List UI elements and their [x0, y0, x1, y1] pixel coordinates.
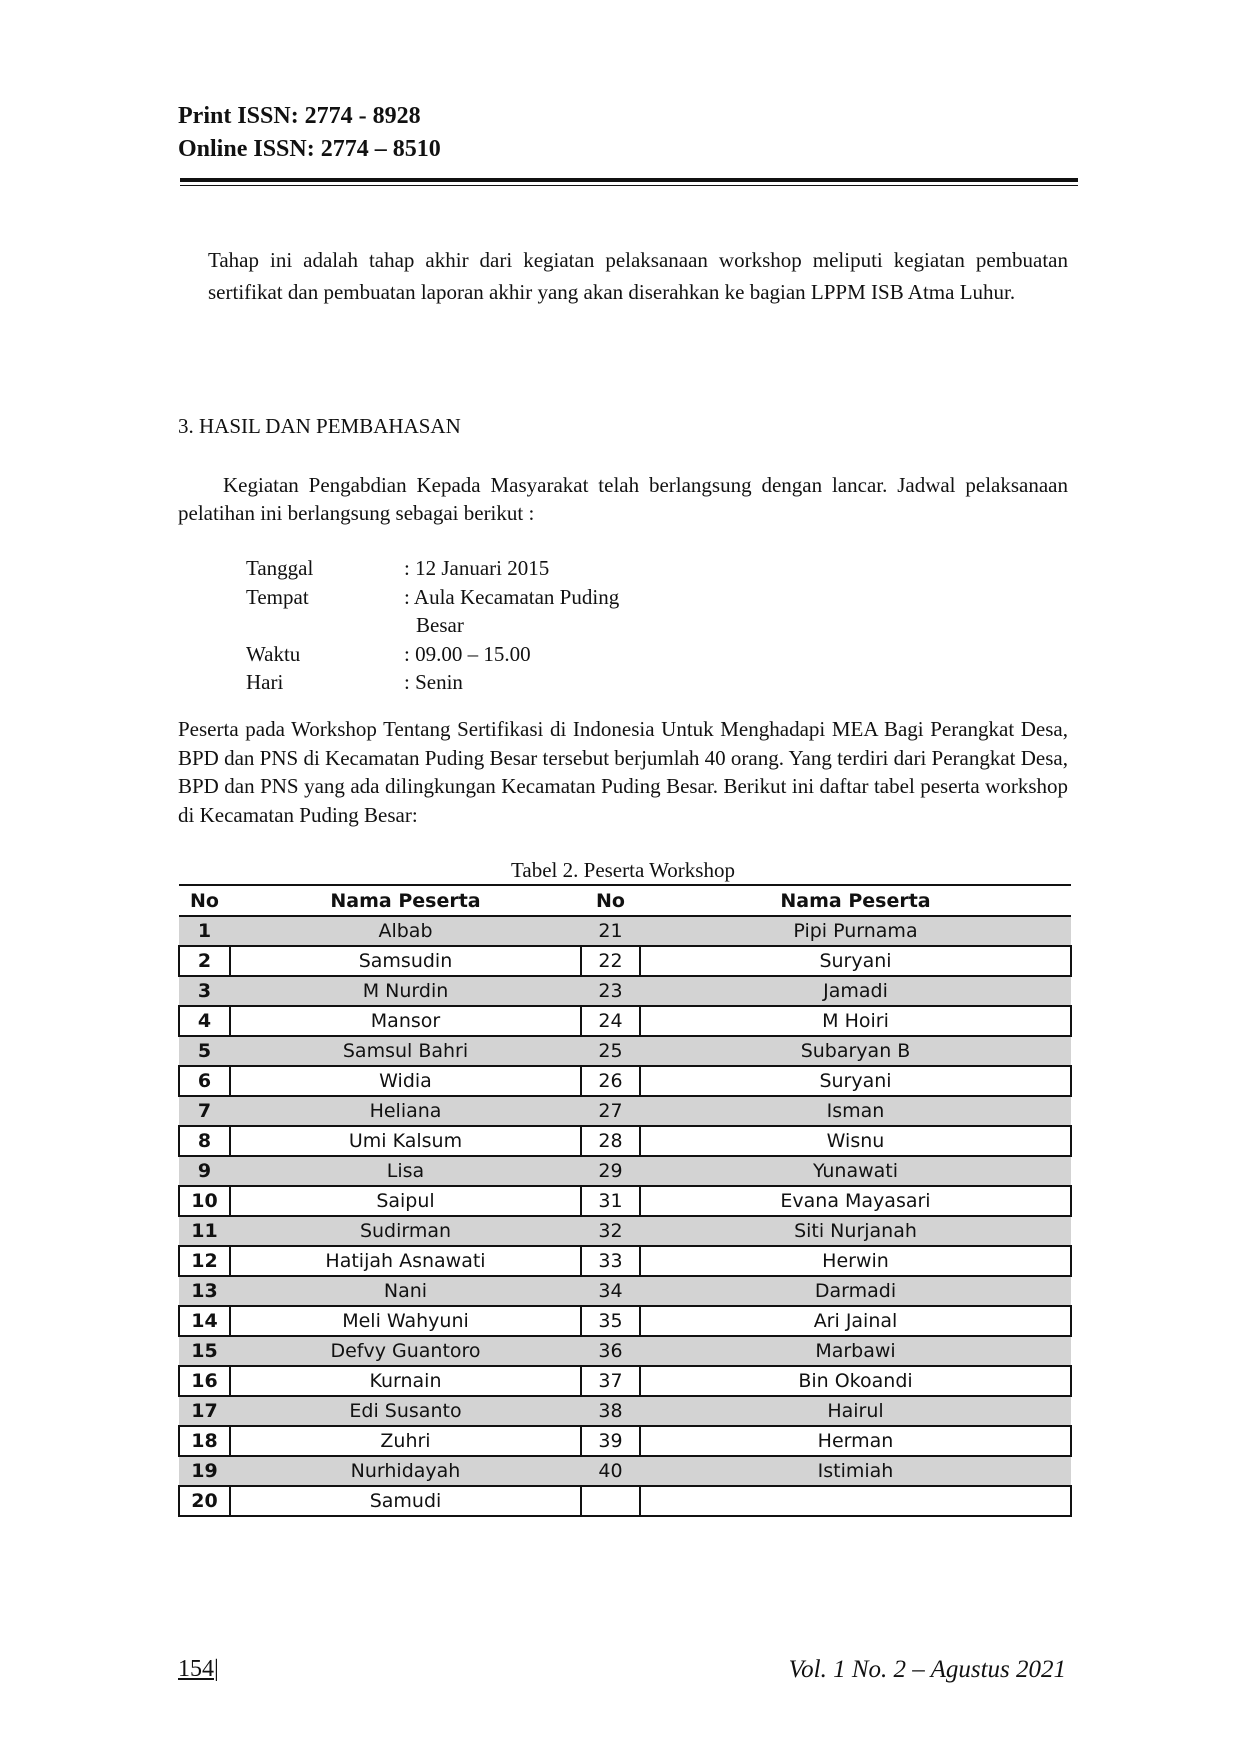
table-cell: 37	[581, 1366, 640, 1396]
table-row	[179, 1306, 1071, 1336]
table-cell: Pipi Purnama	[640, 916, 1071, 946]
table-row	[179, 1216, 1071, 1246]
column-header: Nama Peserta	[640, 885, 1071, 916]
table-cell: M Hoiri	[640, 1006, 1071, 1036]
table-cell: 27	[581, 1096, 640, 1126]
table-cell	[581, 1486, 640, 1516]
table-cell: 29	[581, 1156, 640, 1186]
table-cell: 26	[581, 1066, 640, 1096]
table-cell: Hairul	[640, 1396, 1071, 1426]
schedule-row-hari	[246, 668, 619, 697]
table-cell: Darmadi	[640, 1276, 1071, 1306]
schedule-value: Besar	[416, 613, 464, 637]
table-cell: Nani	[230, 1276, 581, 1306]
header-rule-thick	[180, 178, 1078, 182]
table-row	[179, 1006, 1071, 1036]
table-cell: Meli Wahyuni	[230, 1306, 581, 1336]
schedule-value: : 09.00 – 15.00	[404, 641, 531, 666]
schedule-label: Tanggal	[246, 556, 314, 580]
table-cell: 17	[179, 1396, 230, 1426]
table-row	[179, 1336, 1071, 1366]
table-cell: Ari Jainal	[640, 1306, 1071, 1336]
table-cell: Herman	[640, 1426, 1071, 1456]
table-cell: Samsul Bahri	[230, 1036, 581, 1066]
table-cell: Heliana	[230, 1096, 581, 1126]
table-cell: Widia	[230, 1066, 581, 1096]
table-row	[179, 1096, 1071, 1126]
table-cell: 15	[179, 1336, 230, 1366]
table-row	[179, 1036, 1071, 1066]
table-cell: 31	[581, 1186, 640, 1216]
table-cell: 16	[179, 1366, 230, 1396]
table-row	[179, 1246, 1071, 1276]
table-cell: Albab	[230, 916, 581, 946]
table-cell: Saipul	[230, 1186, 581, 1216]
table-cell: Zuhri	[230, 1426, 581, 1456]
table-cell: Wisnu	[640, 1126, 1071, 1156]
table-cell: Istimiah	[640, 1456, 1071, 1486]
table-row	[179, 976, 1071, 1006]
table-cell: 33	[581, 1246, 640, 1276]
schedule-row-tempat	[246, 583, 619, 612]
table-cell: Lisa	[230, 1156, 581, 1186]
section-paragraph: Kegiatan Pengabdian Kepada Masyarakat telah berlangsung dengan lancar. Jadwal pelaksanaan pelatihan ini berlangsung sebagai berikut :	[178, 473, 1068, 525]
schedule-label: Hari	[246, 670, 284, 694]
table-cell: 38	[581, 1396, 640, 1426]
table-cell: Nurhidayah	[230, 1456, 581, 1486]
table-cell: Samsudin	[230, 946, 581, 976]
schedule-row-waktu	[246, 640, 619, 669]
table-cell: 3	[179, 976, 230, 1006]
issn-header	[178, 100, 441, 166]
table-cell: 6	[179, 1066, 230, 1096]
table-cell: 9	[179, 1156, 230, 1186]
table-cell: Evana Mayasari	[640, 1186, 1071, 1216]
section-heading: 3. HASIL DAN PEMBAHASAN	[178, 414, 461, 438]
table-cell: 35	[581, 1306, 640, 1336]
table-cell: Suryani	[640, 946, 1071, 976]
table-cell: 25	[581, 1036, 640, 1066]
table-cell: 23	[581, 976, 640, 1006]
table-cell: 39	[581, 1426, 640, 1456]
schedule-block	[246, 554, 619, 697]
table-cell: 34	[581, 1276, 640, 1306]
column-header: No	[581, 885, 640, 916]
table-header-row	[179, 885, 1071, 916]
table-cell: 7	[179, 1096, 230, 1126]
table-row	[179, 1396, 1071, 1426]
participants-paragraph: Peserta pada Workshop Tentang Sertifikasi di Indonesia Untuk Menghadapi MEA Bagi Perangkat Desa, BPD dan PNS di Kecamatan Puding Besar tersebut berjumlah 40 orang. Yang terdiri dari Perangkat Desa, BPD dan PNS yang ada dilingkungan Kecamatan Puding Besar. Berikut ini daftar tabel peserta workshop di Kecamatan Puding Besar:	[178, 717, 1068, 827]
table-cell: Herwin	[640, 1246, 1071, 1276]
table-cell: Defvy Guantoro	[230, 1336, 581, 1366]
schedule-label-empty	[246, 611, 404, 640]
table-cell: Edi Susanto	[230, 1396, 581, 1426]
table-cell: 18	[179, 1426, 230, 1456]
table-cell: Umi Kalsum	[230, 1126, 581, 1156]
page-separator: |	[214, 1656, 219, 1682]
schedule-row-tanggal	[246, 554, 619, 583]
schedule-label: Tempat	[246, 584, 309, 609]
table-cell: 40	[581, 1456, 640, 1486]
column-header: No	[179, 885, 230, 916]
page-footer-number	[178, 1656, 219, 1683]
table-caption: Tabel 2. Peserta Workshop	[511, 858, 735, 882]
header-rule-thin	[180, 185, 1078, 186]
table-row	[179, 1186, 1071, 1216]
table-cell: 11	[179, 1216, 230, 1246]
table-row	[179, 1066, 1071, 1096]
table-cell: 12	[179, 1246, 230, 1276]
table-row	[179, 1156, 1071, 1186]
table-row	[179, 1456, 1071, 1486]
schedule-value: : Senin	[404, 670, 463, 694]
schedule-value: : Aula Kecamatan Puding	[404, 584, 620, 609]
table-cell: Suryani	[640, 1066, 1071, 1096]
page-number: 154	[178, 1656, 214, 1682]
table-cell: 10	[179, 1186, 230, 1216]
intro-paragraph: Tahap ini adalah tahap akhir dari kegiatan pelaksanaan workshop meliputi kegiatan pembuatan sertifikat dan pembuatan laporan akhir yang akan diserahkan ke bagian LPPM ISB Atma Luhur.	[208, 248, 1068, 304]
online-issn: Online ISSN: 2774 – 8510	[178, 136, 441, 162]
table-cell: Samudi	[230, 1486, 581, 1516]
table-cell: Mansor	[230, 1006, 581, 1036]
table-row	[179, 1126, 1071, 1156]
table-cell: Sudirman	[230, 1216, 581, 1246]
table-cell: Siti Nurjanah	[640, 1216, 1071, 1246]
table-cell: 28	[581, 1126, 640, 1156]
print-issn: Print ISSN: 2774 - 8928	[178, 103, 421, 129]
table-cell	[640, 1486, 1071, 1516]
schedule-row-tempat-cont	[246, 611, 619, 640]
table-row	[179, 1276, 1071, 1306]
table-cell: Bin Okoandi	[640, 1366, 1071, 1396]
table-cell: Kurnain	[230, 1366, 581, 1396]
table-cell: 19	[179, 1456, 230, 1486]
table-row	[179, 1486, 1071, 1516]
table-cell: Isman	[640, 1096, 1071, 1126]
table-row	[179, 946, 1071, 976]
table-cell: 13	[179, 1276, 230, 1306]
table-cell: Subaryan B	[640, 1036, 1071, 1066]
table-body	[179, 916, 1071, 1516]
schedule-value: : 12 Januari 2015	[404, 556, 550, 580]
page-footer-volume: Vol. 1 No. 2 – Agustus 2021	[788, 1656, 1066, 1683]
table-cell: 24	[581, 1006, 640, 1036]
table-row	[179, 1426, 1071, 1456]
table-cell: Hatijah Asnawati	[230, 1246, 581, 1276]
table-row	[179, 1366, 1071, 1396]
table-cell: Yunawati	[640, 1156, 1071, 1186]
table-cell: M Nurdin	[230, 976, 581, 1006]
table-cell: 20	[179, 1486, 230, 1516]
table-cell: 5	[179, 1036, 230, 1066]
table-cell: 36	[581, 1336, 640, 1366]
participants-table	[178, 884, 1072, 1517]
table-cell: 32	[581, 1216, 640, 1246]
table-cell: 2	[179, 946, 230, 976]
table-cell: 14	[179, 1306, 230, 1336]
table-cell: 22	[581, 946, 640, 976]
table-row	[179, 916, 1071, 946]
table-cell: 1	[179, 916, 230, 946]
table-cell: 8	[179, 1126, 230, 1156]
table-cell: 4	[179, 1006, 230, 1036]
table-cell: Jamadi	[640, 976, 1071, 1006]
table-cell: Marbawi	[640, 1336, 1071, 1366]
column-header: Nama Peserta	[230, 885, 581, 916]
schedule-label: Waktu	[246, 641, 301, 666]
table-cell: 21	[581, 916, 640, 946]
